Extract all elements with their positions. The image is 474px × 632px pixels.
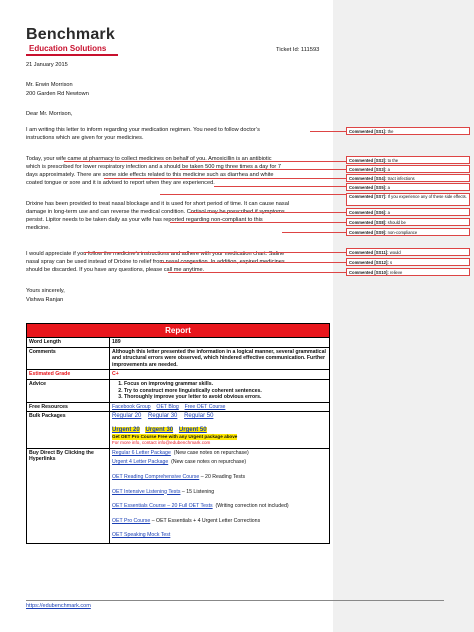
- comments-label: Comments: [27, 347, 110, 370]
- ticket-id: Ticket Id: 111593: [276, 47, 320, 53]
- letter-date: 21 January 2015: [26, 62, 68, 68]
- word-length-value: 189: [110, 338, 330, 348]
- comment-connector: [160, 194, 346, 195]
- comment-connector: [160, 262, 346, 263]
- regular-20-link[interactable]: Regular 20: [112, 413, 142, 420]
- facebook-group-link[interactable]: Facebook Group: [112, 403, 151, 410]
- p2-line: Today, your wife came at pharmacy to collect medicines on behalf of you. Amoxicillin is an antibiotic: [26, 156, 272, 162]
- advice-value: [110, 379, 330, 402]
- urgent-50-link[interactable]: Urgent 50: [178, 426, 207, 433]
- comment-ss8[interactable]: Commented [SS8]: should be: [346, 218, 470, 226]
- paragraph-1: [26, 126, 332, 142]
- p1-line: I am writing this letter to inform regarding your medication regimen. You need to follow doctor’s: [26, 127, 260, 133]
- comment-ss12[interactable]: Commented [SS12]: s: [346, 258, 470, 266]
- comment-ss6[interactable]: Commented [SS6]: a: [346, 208, 470, 216]
- free-oet-course-link[interactable]: Free OET Course: [184, 403, 226, 410]
- p3-line: persist. Lipitor needs to be taken daily as your wife has reported regarding non-compliant to this: [26, 217, 263, 224]
- comment-connector: [190, 212, 346, 213]
- footer-url-link[interactable]: https://edubenchmark.com: [26, 603, 91, 609]
- report-panel: [26, 323, 330, 544]
- comment-connector: [168, 272, 346, 273]
- buy-note: – 20 Reading Tests: [200, 473, 246, 480]
- advice-item: 3. Thoroughly improve your letter to avoid obvious errors.: [124, 394, 327, 401]
- table-row: [27, 379, 330, 402]
- logo-name: Benchmark: [26, 26, 115, 43]
- comment-ss5[interactable]: Commented [SS5]: a: [346, 183, 470, 191]
- table-row: [27, 412, 330, 448]
- comment-ss2[interactable]: Commented [SS2]: to the: [346, 156, 470, 164]
- comments-value: Although this letter presented the information in a logical manner, several grammatical and structural errors were observed, which hindered effective communication. Further improvements are needed.: [110, 347, 330, 370]
- signer-name: Vishwa Ranjan: [26, 297, 64, 303]
- oet-blog-link[interactable]: OET Blog: [156, 403, 179, 410]
- bulk-packages-label: Bulk Packages: [27, 412, 110, 448]
- p4-line: should be discarded. If you have any questions, please call me anytime.: [26, 267, 205, 274]
- buy-note: (New case notes on repurchase): [171, 459, 247, 466]
- promo-contact: For more info, contact info@edubenchmark.com: [112, 440, 211, 446]
- buy-link[interactable]: OET Essentials Course – 20 Full OET Tests: [112, 503, 213, 510]
- report-title: Report: [26, 323, 330, 337]
- p3-line: Drixine has been provided to treat nasal blockage and it is used for short period of time. It can cause nasal: [26, 201, 290, 207]
- comment-ss1[interactable]: Commented [SS1]: the: [346, 127, 470, 135]
- paragraph-3: [26, 200, 332, 232]
- regular-30-link[interactable]: Regular 30: [148, 413, 178, 420]
- comment-connector: [310, 131, 346, 132]
- regular-50-link[interactable]: Regular 50: [184, 413, 214, 420]
- p3-line: damage in long-term use and can reverse the medical condition. Cortisol may be prescribed if symptoms: [26, 209, 285, 216]
- buy-note: – 15 Listening: [181, 488, 215, 495]
- logo-tagline: Education Solutions: [29, 44, 107, 53]
- paragraph-2: [26, 155, 332, 187]
- comment-connector: [84, 252, 346, 253]
- table-row: [27, 347, 330, 370]
- table-row: [27, 402, 330, 412]
- table-row: [27, 370, 330, 380]
- grade-value: C+: [110, 370, 330, 380]
- comment-ss7[interactable]: Commented [SS7]: If you experience any of these side effects.: [346, 193, 470, 206]
- buy-link[interactable]: Regular 6 Letter Package: [112, 449, 171, 456]
- buy-direct-value: [110, 448, 330, 543]
- buy-link[interactable]: OET Pro Course: [112, 517, 151, 524]
- p1-line: instructions which are given for your medicines.: [26, 135, 144, 142]
- table-row: [27, 338, 330, 348]
- buy-link[interactable]: OET Speaking Mock Test: [112, 532, 171, 539]
- comment-connector: [180, 169, 346, 170]
- report-table: [26, 337, 330, 544]
- p2-line: coated tongue or sore and it is advised to report when they are experienced.: [26, 180, 215, 187]
- urgent-20-link[interactable]: Urgent 20: [112, 426, 140, 433]
- buy-direct-label: Buy Direct By Clicking the Hyperlinks: [27, 448, 110, 543]
- word-length-label: Word Length: [27, 338, 110, 348]
- urgent-30-link[interactable]: Urgent 30: [145, 426, 174, 433]
- buy-note: (New case notes on repurchase): [173, 449, 249, 456]
- advice-item: 2. Try to construct more linguistically coherent sentences.: [124, 388, 327, 395]
- table-row: [27, 448, 330, 543]
- comment-ss4[interactable]: Commented [SS4]: tract infections: [346, 174, 470, 182]
- promo-line: Get OET Pro Course Free with any Urgent package above: [112, 433, 238, 439]
- comment-ss11[interactable]: Commented [SS11]: would: [346, 248, 470, 256]
- comment-connector: [104, 178, 346, 179]
- buy-link[interactable]: OET Reading Comprehensive Course: [112, 473, 200, 480]
- address-line-2: 200 Garden Rd Newtown: [26, 91, 89, 97]
- comment-connector: [214, 186, 346, 187]
- grade-label: Estimated Grade: [27, 370, 110, 380]
- p3-line: medicine.: [26, 225, 50, 232]
- buy-note: – OET Essentials + 4 Urgent Letter Corrections: [151, 517, 261, 524]
- advice-label: Advice: [27, 379, 110, 402]
- p2-line: which is prescribed for lower respiratory infection and a should be taken 500 mg three times a day for 7: [26, 164, 281, 171]
- comment-ss3[interactable]: Commented [SS3]: a: [346, 165, 470, 173]
- logo-underline: [26, 54, 118, 56]
- buy-note: (Writing correction not included): [215, 503, 289, 510]
- free-resources-value: [110, 402, 330, 412]
- comment-connector: [64, 161, 346, 162]
- address-line-1: Mr. Erwin Morrison: [26, 82, 73, 88]
- bulk-packages-value: [110, 412, 330, 448]
- p4-line: nasal spray can be used instead of Drixine to relief from nasal congestion. In addition, expired medicines: [26, 259, 285, 266]
- comment-margin: [333, 0, 474, 632]
- free-resources-label: Free Resources: [27, 402, 110, 412]
- comment-connector: [282, 232, 346, 233]
- closing: Yours sincerely,: [26, 288, 65, 294]
- p4-line: I would appreciate if you follow the medicine’s instructions and adhere with your medication chart. Saline: [26, 251, 285, 257]
- buy-link[interactable]: Urgent 4 Letter Package: [112, 459, 169, 466]
- comment-ss9[interactable]: Commented [SS9]: non-compliance: [346, 228, 470, 236]
- salutation: Dear Mr. Morrison,: [26, 111, 73, 117]
- footer-divider: [26, 600, 444, 601]
- p2-line: days approximately. There are some side effects related to this medicine such as diarrhea and white: [26, 172, 274, 179]
- comment-connector: [170, 222, 346, 223]
- buy-link[interactable]: OET Intensive Listening Tests: [112, 488, 181, 495]
- advice-item: 1. Focus on improving grammar skills.: [124, 381, 327, 388]
- comment-ss10[interactable]: Commented [SS10]: relieve: [346, 268, 470, 276]
